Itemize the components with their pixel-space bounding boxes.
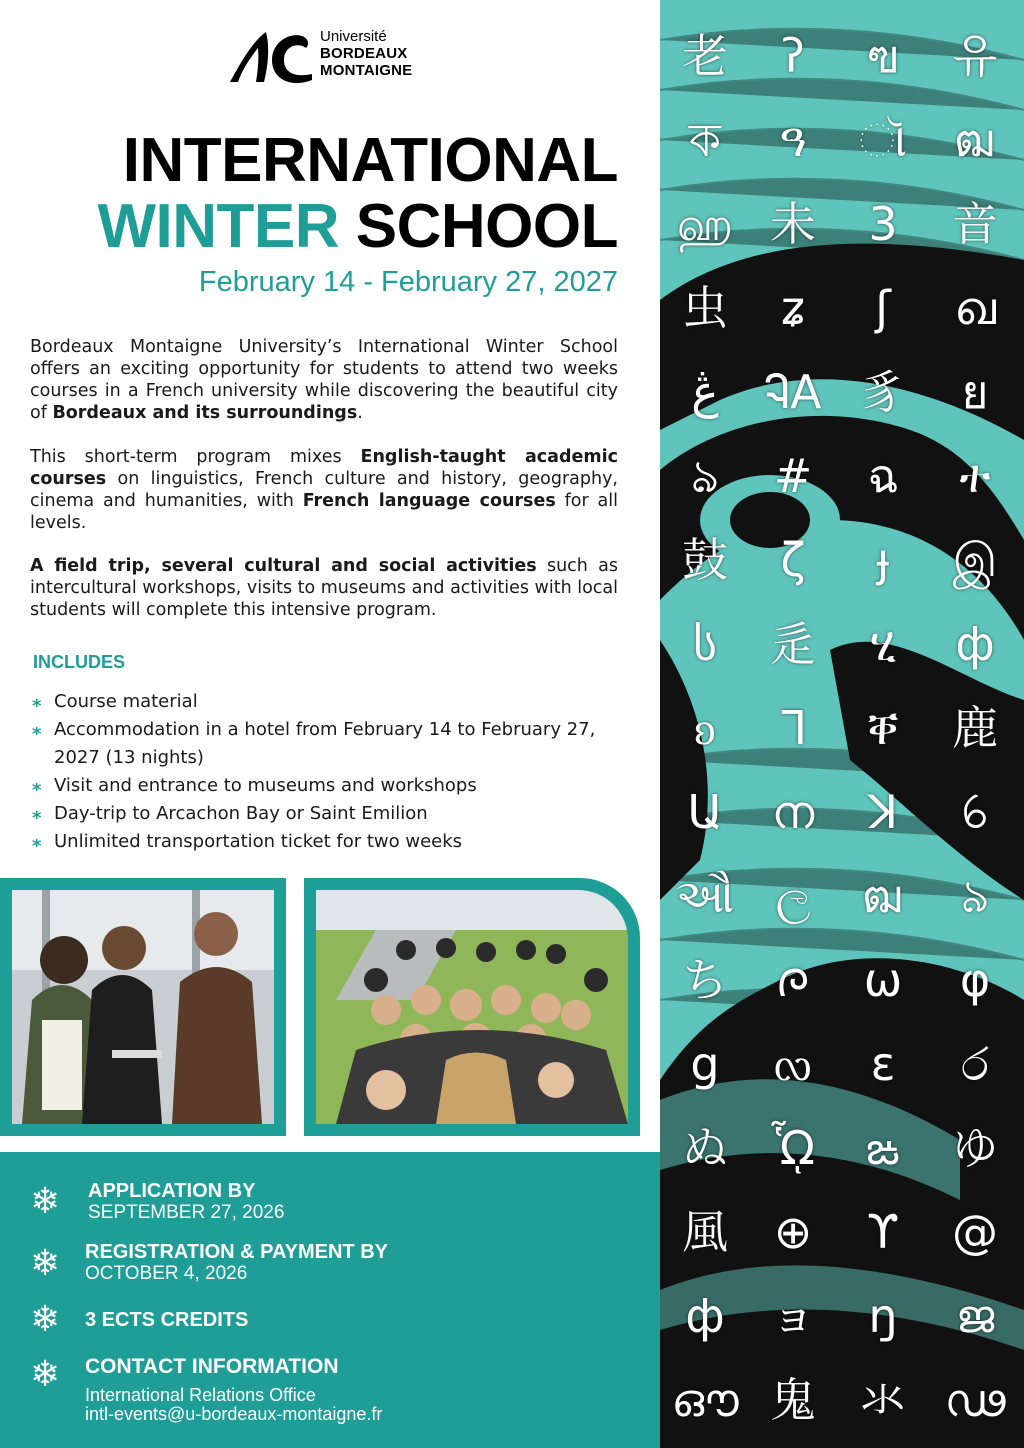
registration-date: OCTOBER 4, 2026 bbox=[85, 1263, 248, 1284]
script-glyph: 老 bbox=[682, 29, 728, 83]
university-logo-mark-icon bbox=[228, 30, 314, 84]
snowflake-icon: ❄ bbox=[30, 1354, 61, 1395]
intro-text: Bordeaux Montaigne University’s International Winter School offers an exciting opportunity for students to attend two weeks courses in a French university while discovering the beautiful city of bbox=[30, 337, 618, 423]
script-glyph: 豸 bbox=[860, 365, 906, 419]
script-glyph: ⊕ bbox=[773, 1205, 813, 1259]
activities-bold: A field trip, several cultural and social activities bbox=[30, 556, 537, 576]
script-glyph: ሂ bbox=[869, 617, 897, 671]
script-glyph: ぬ bbox=[682, 1121, 728, 1175]
list-item bbox=[32, 688, 632, 716]
script-glyph: ʑ bbox=[780, 281, 806, 335]
list-item-text: Accommodation in a hotel from February 14 to February 27, 2027 (13 nights) bbox=[54, 719, 596, 768]
script-glyph: ŋ bbox=[868, 1289, 898, 1343]
list-item-text: Course material bbox=[54, 691, 198, 712]
script-glyph: ᒣ bbox=[778, 701, 808, 755]
asterisk-icon: ⁎ bbox=[32, 719, 42, 740]
script-glyph: இ bbox=[952, 533, 998, 587]
script-glyph: 鬼 bbox=[770, 1373, 816, 1427]
photo-frame-right bbox=[304, 878, 640, 1136]
script-glyph: ᦈ bbox=[693, 701, 717, 755]
page-title-line-1: INTERNATIONAL bbox=[122, 126, 618, 195]
script-glyph: 3 bbox=[868, 197, 898, 251]
script-glyph-grid bbox=[660, 0, 1024, 1448]
script-glyph: g bbox=[690, 1037, 720, 1091]
title-rest: SCHOOL bbox=[339, 192, 618, 261]
list-item bbox=[32, 828, 632, 856]
key-info-band bbox=[0, 1152, 660, 1448]
script-glyph: ઔ bbox=[675, 869, 735, 923]
application-heading: APPLICATION BY bbox=[88, 1180, 256, 1202]
script-glyph: 鹿 bbox=[952, 701, 998, 755]
program-text-c: for all levels. bbox=[30, 491, 619, 533]
intro-paragraph bbox=[30, 336, 618, 424]
script-glyph: ฉ bbox=[867, 449, 899, 503]
intro-bold: Bordeaux and its surroundings bbox=[52, 403, 358, 423]
script-glyph: ョ bbox=[770, 1289, 816, 1343]
script-glyph: ఙ bbox=[866, 1121, 900, 1175]
script-glyph: ს bbox=[692, 617, 718, 671]
script-glyph: 虫 bbox=[682, 281, 728, 335]
title-accent-word: WINTER bbox=[97, 192, 340, 261]
script-glyph: ゆ bbox=[952, 1121, 998, 1175]
script-glyph: ย bbox=[961, 365, 989, 419]
script-glyph: 未 bbox=[770, 197, 816, 251]
program-dates: February 14 - February 27, 2027 bbox=[198, 266, 618, 298]
script-glyph: ฒ bbox=[862, 869, 904, 923]
script-glyph: ૉ bbox=[858, 113, 908, 167]
logo-line-1: Université bbox=[320, 28, 387, 45]
script-glyph: ල bbox=[775, 869, 811, 923]
contact-office: International Relations Office bbox=[85, 1385, 316, 1405]
script-glyph: 辵 bbox=[770, 617, 816, 671]
script-glyph: ζ bbox=[780, 533, 806, 587]
list-item bbox=[32, 800, 632, 828]
list-item-text: Visit and entrance to museums and workshops bbox=[54, 775, 477, 796]
program-bold-a: English-taught academic courses bbox=[30, 447, 618, 489]
script-glyph: ഖ bbox=[954, 281, 996, 335]
script-glyph: 音 bbox=[952, 197, 998, 251]
script-glyph: ᎸA bbox=[764, 365, 822, 419]
application-date: SEPTEMBER 27, 2026 bbox=[88, 1202, 285, 1223]
script-glyph: ꕃ bbox=[960, 785, 990, 839]
program-text-b: on linguistics, French culture and history, geography, cinema and humanities, with bbox=[30, 469, 618, 511]
contact-email[interactable]: intl-events@u-bordeaux-montaigne.fr bbox=[85, 1404, 383, 1424]
asterisk-icon: ⁎ bbox=[32, 831, 42, 852]
registration-deadline bbox=[85, 1241, 388, 1284]
script-glyph: ഢ bbox=[944, 1373, 1006, 1427]
university-logo bbox=[228, 26, 448, 86]
registration-heading: REGISTRATION & PAYMENT BY bbox=[85, 1241, 388, 1263]
script-glyph: ജ bbox=[955, 1289, 995, 1343]
students-photo-left-image bbox=[12, 890, 274, 1124]
list-item bbox=[32, 772, 632, 800]
script-glyph: 風 bbox=[682, 1205, 728, 1259]
script-glyph: ተ bbox=[959, 449, 991, 503]
script-glyph: ʃ bbox=[875, 281, 891, 335]
script-glyph: ᦟ bbox=[773, 1037, 813, 1091]
script-glyph: @ bbox=[952, 1205, 998, 1259]
program-text-a: This short-term program mixes bbox=[30, 447, 361, 467]
script-glyph: ᾯ bbox=[771, 1121, 815, 1175]
ects-heading: 3 ECTS CREDITS bbox=[85, 1309, 249, 1331]
intro-end: . bbox=[357, 403, 363, 423]
students-photo-right-image bbox=[316, 890, 628, 1124]
script-glyph: 鼓 bbox=[682, 533, 728, 587]
script-glyph: ᰍ bbox=[776, 953, 810, 1007]
ects-credits bbox=[85, 1309, 248, 1331]
script-glyph: ϒ bbox=[866, 1205, 900, 1259]
script-glyph: # bbox=[773, 449, 813, 503]
university-logo-text bbox=[320, 28, 412, 79]
script-glyph: ω bbox=[863, 953, 903, 1007]
script-glyph: 유 bbox=[952, 29, 998, 83]
script-glyph: ꓘ bbox=[867, 785, 899, 839]
script-glyph: ዓ bbox=[779, 113, 807, 167]
decorative-face-panel bbox=[660, 0, 1024, 1448]
program-bold-b: French language courses bbox=[302, 491, 556, 511]
students-photo-left bbox=[12, 890, 274, 1124]
script-glyph: ஹ bbox=[676, 197, 734, 251]
list-item bbox=[32, 716, 632, 772]
activities-text: such as intercultural workshops, visits to museums and activities with local students will complete this intensive program. bbox=[30, 556, 619, 620]
activities-paragraph bbox=[30, 555, 618, 621]
script-glyph: ර bbox=[961, 1037, 989, 1091]
snowflake-icon: ❄ bbox=[30, 1243, 61, 1284]
photo-frame-left bbox=[0, 878, 286, 1136]
list-item-text: Day-trip to Arcachon Bay or Saint Emilion bbox=[54, 803, 428, 824]
snowflake-icon: ❄ bbox=[30, 1181, 61, 1222]
script-glyph: ฒ bbox=[954, 113, 996, 167]
logo-line-3: MONTAIGNE bbox=[320, 62, 413, 79]
script-glyph: ঌ bbox=[691, 449, 719, 503]
script-glyph: ৯ bbox=[960, 869, 990, 923]
script-glyph: ന bbox=[771, 785, 815, 839]
script-glyph: ф bbox=[685, 1289, 725, 1343]
asterisk-icon: ⁎ bbox=[32, 691, 42, 712]
script-glyph: ʔ bbox=[781, 29, 805, 83]
asterisk-icon: ⁎ bbox=[32, 803, 42, 824]
includes-list bbox=[32, 688, 632, 856]
script-glyph: ഔ bbox=[671, 1373, 739, 1427]
program-paragraph bbox=[30, 446, 618, 534]
script-glyph: ቐ bbox=[867, 701, 899, 755]
script-glyph: ฃ bbox=[866, 29, 900, 83]
logo-line-2: BORDEAUX bbox=[320, 45, 408, 62]
script-glyph: ち bbox=[682, 953, 728, 1007]
script-glyph: ক bbox=[688, 113, 722, 167]
asterisk-icon: ⁎ bbox=[32, 775, 42, 796]
includes-heading: INCLUDES bbox=[33, 652, 126, 672]
application-deadline bbox=[88, 1180, 284, 1223]
script-glyph: ф bbox=[955, 617, 995, 671]
contact-information bbox=[85, 1356, 382, 1424]
script-glyph: ɟ bbox=[876, 533, 890, 587]
script-glyph: 氺 bbox=[860, 1373, 906, 1427]
script-glyph: Ա bbox=[687, 785, 723, 839]
list-item-text: Unlimited transportation ticket for two weeks bbox=[54, 831, 463, 852]
snowflake-icon: ❄ bbox=[30, 1299, 61, 1340]
script-glyph: φ bbox=[959, 953, 991, 1007]
contact-heading: CONTACT INFORMATION bbox=[85, 1355, 339, 1378]
page-title-line-2 bbox=[30, 194, 618, 260]
students-photo-right bbox=[316, 890, 628, 1124]
script-glyph: ڠ bbox=[691, 365, 719, 419]
script-glyph: ɛ bbox=[870, 1037, 896, 1091]
